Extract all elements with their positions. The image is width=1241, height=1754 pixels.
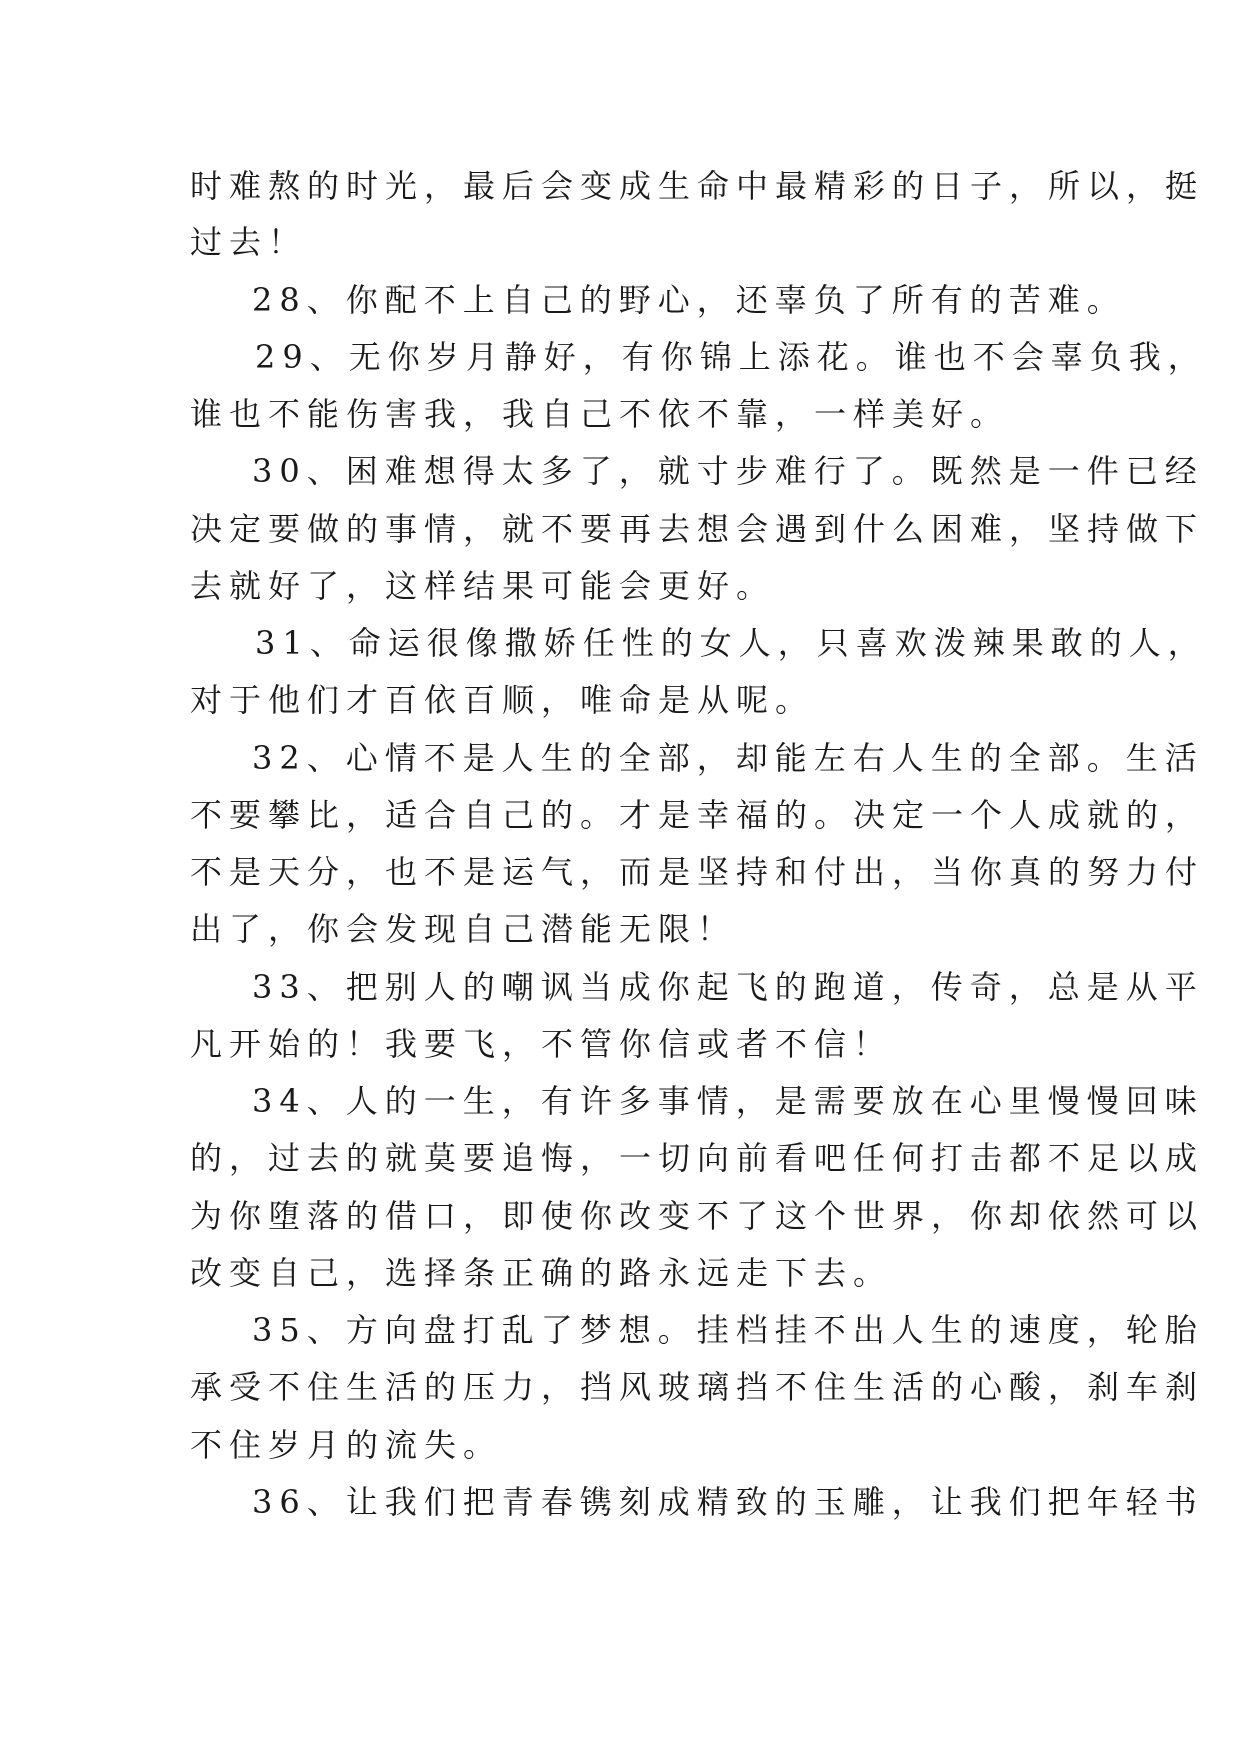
item-35: 35、方向盘打乱了梦想。挂档挂不出人生的速度，轮胎 (252, 1311, 1204, 1349)
item-33: 33、把别人的嘲讽当成你起飞的跑道，传奇，总是从平 (252, 968, 1204, 1006)
item-31: 31、命运很像撒娇任性的女人，只喜欢泼辣果敢的人， (255, 624, 1207, 662)
text-line: 不住岁月的流失。 (190, 1426, 503, 1464)
item-30: 30、困难想得太多了，就寸步难行了。既然是一件已经 (252, 452, 1204, 490)
text-line: 不是天分，也不是运气，而是坚持和付出，当你真的努力付 (190, 853, 1205, 891)
text-line: 不要攀比，适合自己的。才是幸福的。决定一个人成就的， (190, 796, 1205, 834)
item-36: 36、让我们把青春镌刻成精致的玉雕，让我们把年轻书 (252, 1483, 1204, 1521)
item-28: 28、你配不上自己的野心，还辜负了所有的苦难。 (252, 281, 1126, 319)
text-line: 承受不住生活的压力，挡风玻璃挡不住生活的心酸，刹车刹 (190, 1368, 1205, 1406)
item-29: 29、无你岁月静好，有你锦上添花。谁也不会辜负我， (255, 338, 1207, 376)
text-line: 决定要做的事情，就不要再去想会遇到什么困难，坚持做下 (190, 510, 1205, 548)
text-line: 去就好了，这样结果可能会更好。 (190, 567, 776, 605)
text-line: 改变自己，选择条正确的路永远走下去。 (190, 1254, 893, 1292)
text-line: 为你堕落的借口，即使你改变不了这个世界，你却依然可以 (190, 1197, 1205, 1235)
text-line: 出了，你会发现自己潜能无限！ (190, 910, 737, 948)
text-line: 时难熬的时光，最后会变成生命中最精彩的日子，所以，挺 (190, 167, 1205, 205)
text-line: 过去！ (190, 223, 308, 261)
item-32: 32、心情不是人生的全部，却能左右人生的全部。生活 (252, 739, 1204, 777)
text-line: 谁也不能伤害我，我自己不依不靠，一样美好。 (190, 395, 1010, 433)
text-line: 凡开始的！我要飞，不管你信或者不信！ (190, 1025, 893, 1063)
item-34: 34、人的一生，有许多事情，是需要放在心里慢慢回味 (252, 1082, 1204, 1120)
text-line: 对于他们才百依百顺，唯命是从呢。 (190, 681, 815, 719)
text-line: 的，过去的就莫要追悔，一切向前看吧任何打击都不足以成 (190, 1139, 1205, 1177)
